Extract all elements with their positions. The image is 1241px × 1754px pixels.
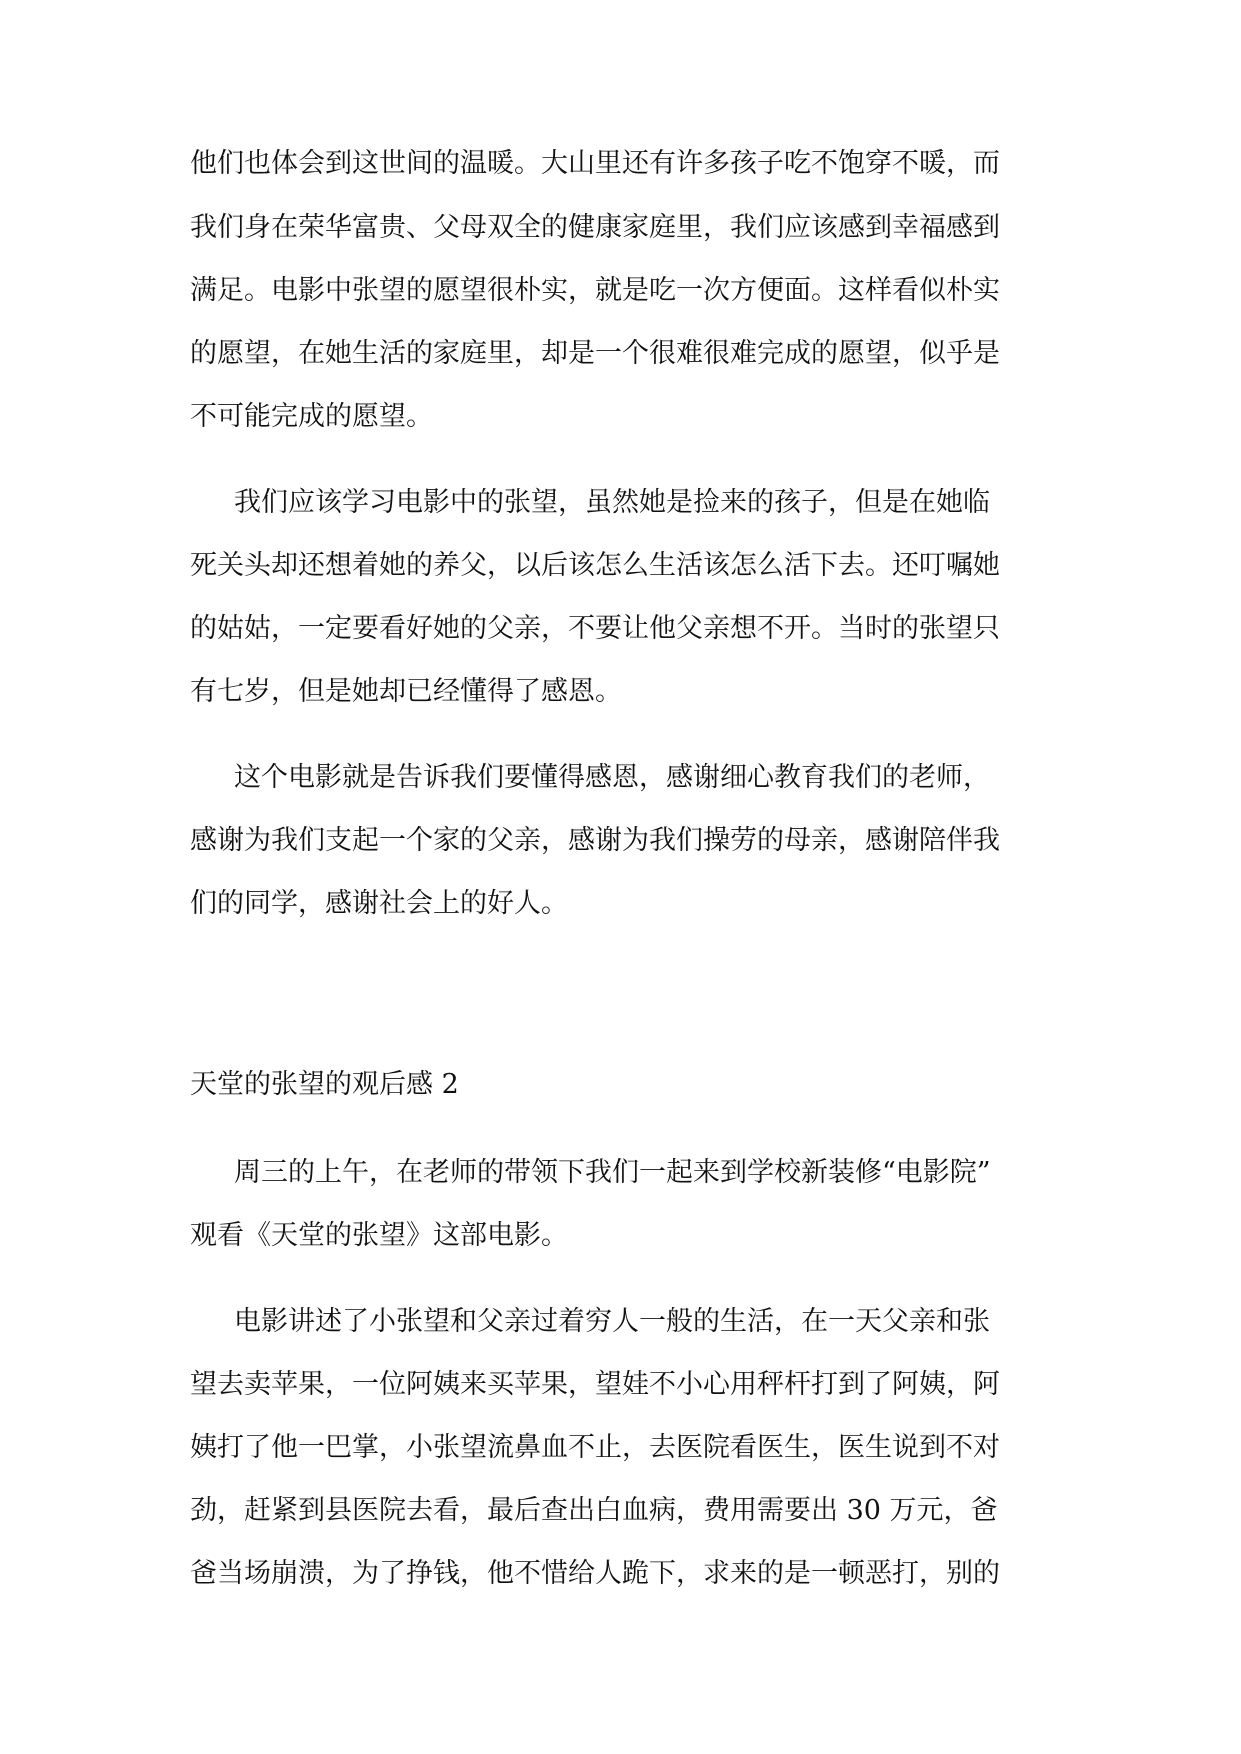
section-heading: 天堂的张望的观后感 2: [190, 1069, 459, 1100]
paragraph-line: 姨打了他一巴掌，小张望流鼻血不止，去医院看医生，医生说到不对: [190, 1432, 1000, 1463]
paragraph-line: 满足。电影中张望的愿望很朴实，就是吃一次方便面。这样看似朴实: [190, 275, 1000, 306]
paragraph-line: 他们也体会到这世间的温暖。大山里还有许多孩子吃不饱穿不暖，而: [190, 148, 1000, 179]
paragraph-line: 的姑姑，一定要看好她的父亲，不要让他父亲想不开。当时的张望只: [190, 613, 1000, 644]
paragraph-line: 这个电影就是告诉我们要懂得感恩，感谢细心教育我们的老师，: [234, 762, 990, 793]
paragraph-line: 有七岁，但是她却已经懂得了感恩。: [190, 676, 622, 707]
paragraph-line: 死关头却还想着她的养父，以后该怎么生活该怎么活下去。还叮嘱她: [190, 550, 1000, 581]
paragraph-line: 感谢为我们支起一个家的父亲，感谢为我们操劳的母亲，感谢陪伴我: [190, 825, 1000, 856]
paragraph-line: 们的同学，感谢社会上的好人。: [190, 888, 568, 919]
paragraph-line: 我们应该学习电影中的张望，虽然她是捡来的孩子，但是在她临: [234, 487, 990, 518]
paragraph-line: 劲，赶紧到县医院去看，最后查出白血病，费用需要出 30 万元，爸: [190, 1495, 998, 1526]
paragraph-line: 望去卖苹果，一位阿姨来买苹果，望娃不小心用秤杆打到了阿姨，阿: [190, 1369, 1000, 1400]
paragraph-line: 的愿望，在她生活的家庭里，却是一个很难很难完成的愿望，似乎是: [190, 338, 1000, 369]
paragraph-line: 观看《天堂的张望》这部电影。: [190, 1220, 568, 1251]
paragraph-line: 周三的上午，在老师的带领下我们一起来到学校新装修“电影院”: [234, 1157, 991, 1188]
paragraph-line: 不可能完成的愿望。: [190, 401, 433, 432]
paragraph-line: 电影讲述了小张望和父亲过着穷人一般的生活，在一天父亲和张: [234, 1306, 990, 1337]
paragraph-line: 爸当场崩溃，为了挣钱，他不惜给人跪下，求来的是一顿恶打，别的: [190, 1558, 1000, 1589]
paragraph-line: 我们身在荣华富贵、父母双全的健康家庭里，我们应该感到幸福感到: [190, 212, 1000, 243]
